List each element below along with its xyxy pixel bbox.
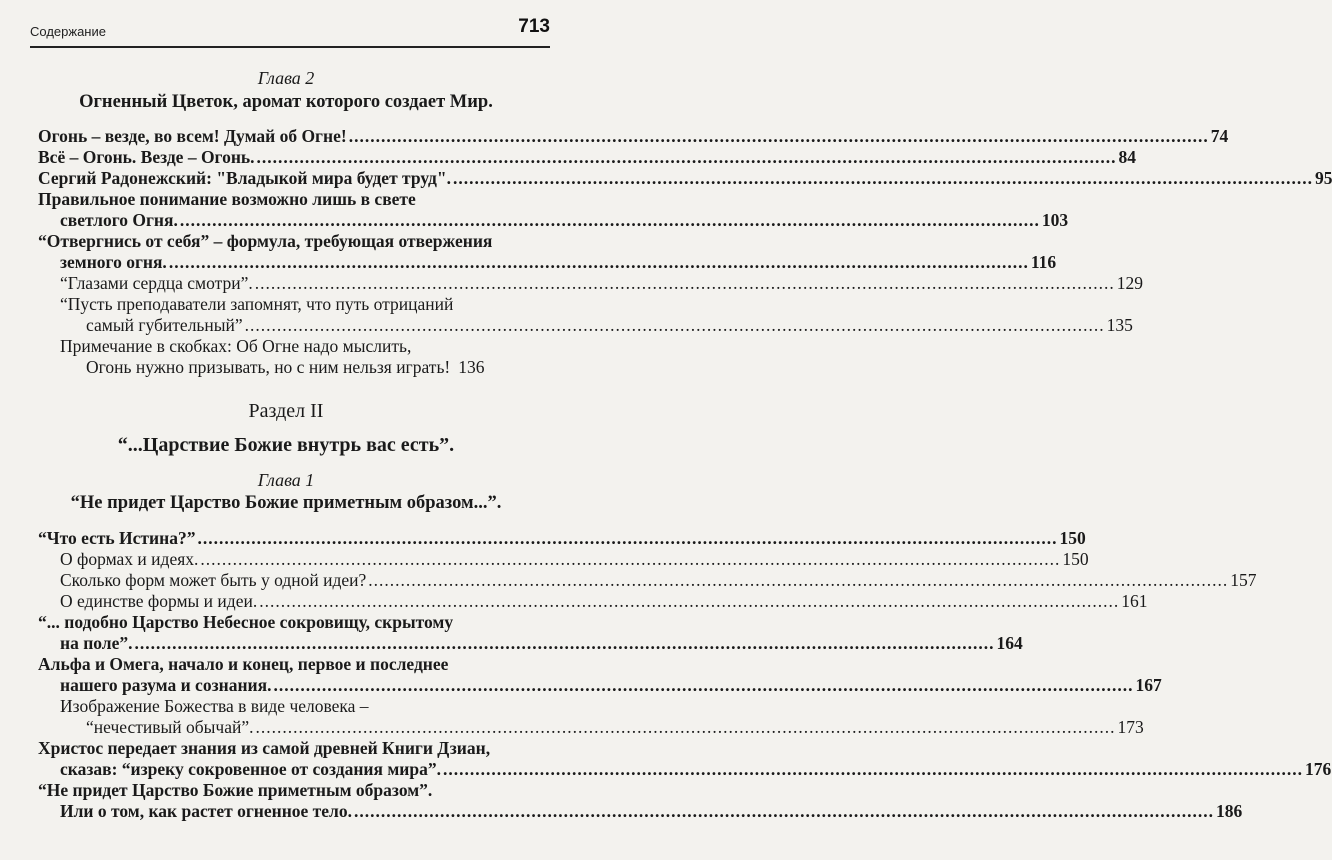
toc-entry-line1[interactable]: “... подобно Царство Небесное сокровищу, скрытому xyxy=(38,612,454,632)
toc-entry[interactable]: Огонь нужно призывать, но с ним нельзя играть! 136 xyxy=(86,357,485,377)
section-2-label: Раздел II xyxy=(248,400,324,422)
toc-entry[interactable]: светлого Огня. ..... 103 xyxy=(38,210,516,231)
toc-entry-line1[interactable]: Примечание в скобках: Об Огне надо мыслить, xyxy=(60,336,412,356)
toc-entry-line1[interactable]: “Пусть преподаватели запомнят, что путь отрицаний xyxy=(60,294,454,314)
page-number: 713 xyxy=(518,16,550,37)
toc-entry[interactable]: “нечестивый обычай”. ..... 173 xyxy=(38,717,516,738)
toc-entry[interactable]: земного огня. ..... 116 xyxy=(38,252,516,273)
toc-entry[interactable]: Или о том, как растет огненное тело. ..... 186 xyxy=(38,801,516,822)
toc-entry[interactable]: Сколько форм может быть у одной идеи? ..... 157 xyxy=(38,570,516,591)
toc-entry[interactable]: Огонь – везде, во всем! Думай об Огне! ..... 74 xyxy=(38,126,516,147)
section-2-title: “...Царствие Божие внутрь вас есть”. xyxy=(117,434,455,456)
toc-entry[interactable]: О единстве формы и идеи. ..... 161 xyxy=(38,591,516,612)
toc-entry-line1[interactable]: “Не придет Царство Божие приметным образом”. xyxy=(38,780,433,800)
toc-entry-line1[interactable]: Правильное понимание возможно лишь в свете xyxy=(38,189,416,209)
toc-entry-line1[interactable]: “Отвергнись от себя” – формула, требующая отвержения xyxy=(38,231,493,251)
chapter-1-title: “Не придет Царство Божие приметным образом...”. xyxy=(70,493,502,513)
toc-entry[interactable]: Всё – Огонь. Везде – Огонь. ..... 84 xyxy=(38,147,516,168)
toc-entry[interactable]: сказав: “изреку сокровенное от создания мира”. ..... 176 xyxy=(38,759,516,780)
header-rule xyxy=(30,46,550,48)
toc-entry[interactable]: на поле”. ..... 164 xyxy=(38,633,516,654)
chapter-1-label: Глава 1 xyxy=(257,470,315,490)
chapter-2-title: Огненный Цветок, аромат которого создает Мир. xyxy=(79,92,493,112)
toc-entry[interactable]: “Что есть Истина?” ..... 150 xyxy=(38,528,516,549)
toc-chapter-1 xyxy=(38,528,1332,822)
toc-entry-line1[interactable]: Альфа и Омега, начало и конец, первое и последнее xyxy=(38,654,449,674)
toc-entry[interactable]: самый губительный” ..... 135 xyxy=(38,315,516,336)
running-header-title: Содержание xyxy=(30,24,106,39)
toc-chapter-2 xyxy=(38,126,1332,378)
toc-entry[interactable]: “Глазами сердца смотри”. ..... 129 xyxy=(38,273,516,294)
toc-entry[interactable]: нашего разума и сознания. ..... 167 xyxy=(38,675,516,696)
toc-entry-line1[interactable]: Христос передает знания из самой древней Книги Дзиан, xyxy=(38,738,491,758)
chapter-2-label: Глава 2 xyxy=(257,68,315,88)
toc-entry[interactable]: О формах и идеях. ..... 150 xyxy=(38,549,516,570)
toc-entry[interactable]: Сергий Радонежский: "Владыкой мира будет труд". ..... 95 xyxy=(38,168,516,189)
toc-entry-line1[interactable]: Изображение Божества в виде человека – xyxy=(60,696,369,716)
